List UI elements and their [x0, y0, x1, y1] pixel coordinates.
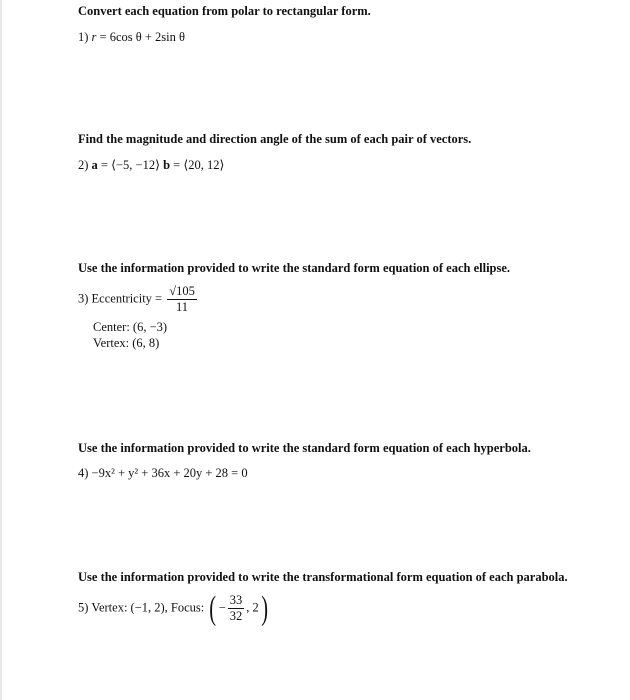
fraction-numerator: 105 [176, 284, 195, 298]
vector-b-value: = ⟨20, 12⟩ [170, 158, 225, 172]
polar-expression: 6cos θ + 2sin θ [109, 30, 186, 44]
problem-5 [78, 589, 270, 627]
eccentricity-fraction [167, 284, 197, 315]
fraction-denominator: 32 [229, 609, 243, 623]
vector-a-value: = ⟨−5, −12⟩ [97, 158, 164, 172]
equals: = [96, 30, 110, 44]
vector-b-label: b [163, 158, 171, 172]
ellipse-center: Center: (6, −3) [93, 320, 168, 334]
focus-y: , 2 [246, 600, 259, 615]
eccentricity-label: Eccentricity = [91, 291, 166, 306]
open-paren: ( [209, 589, 217, 627]
parabola-vertex-focus: Vertex: (−1, 2), Focus: [91, 600, 208, 615]
section-4-heading: Use the information provided to write the standard form equation of each hyperbola. [78, 441, 531, 455]
close-paren: ) [261, 589, 268, 627]
sqrt-symbol: √ [169, 284, 177, 298]
fraction-denominator: 11 [176, 300, 189, 314]
problem-3 [78, 284, 199, 315]
section-3-heading: Use the information provided to write the standard form equation of each ellipse. [78, 261, 511, 275]
page-edge [0, 0, 2, 700]
vector-a-label: a [91, 158, 98, 172]
section-1-heading: Convert each equation from polar to rectangular form. [78, 4, 371, 18]
variable-r: r [91, 30, 97, 44]
hyperbola-equation: −9x² + y² + 36x + 20y + 28 = 0 [91, 466, 248, 480]
problem-number: 2) [78, 158, 89, 172]
problem-number: 1) [78, 30, 89, 44]
problem-1 [78, 30, 185, 45]
problem-number: 3) [78, 291, 89, 306]
problem-number: 4) [78, 466, 89, 480]
problem-number: 5) [78, 600, 89, 615]
focus-fraction [228, 593, 245, 624]
minus-sign: − [218, 600, 226, 615]
problem-4 [78, 466, 248, 481]
fraction-numerator: 33 [229, 593, 243, 607]
problem-2 [78, 157, 224, 173]
ellipse-vertex: Vertex: (6, 8) [93, 336, 160, 350]
section-2-heading: Find the magnitude and direction angle of the sum of each pair of vectors. [78, 132, 472, 146]
section-5-heading: Use the information provided to write the transformational form equation of each parabola. [78, 570, 568, 584]
